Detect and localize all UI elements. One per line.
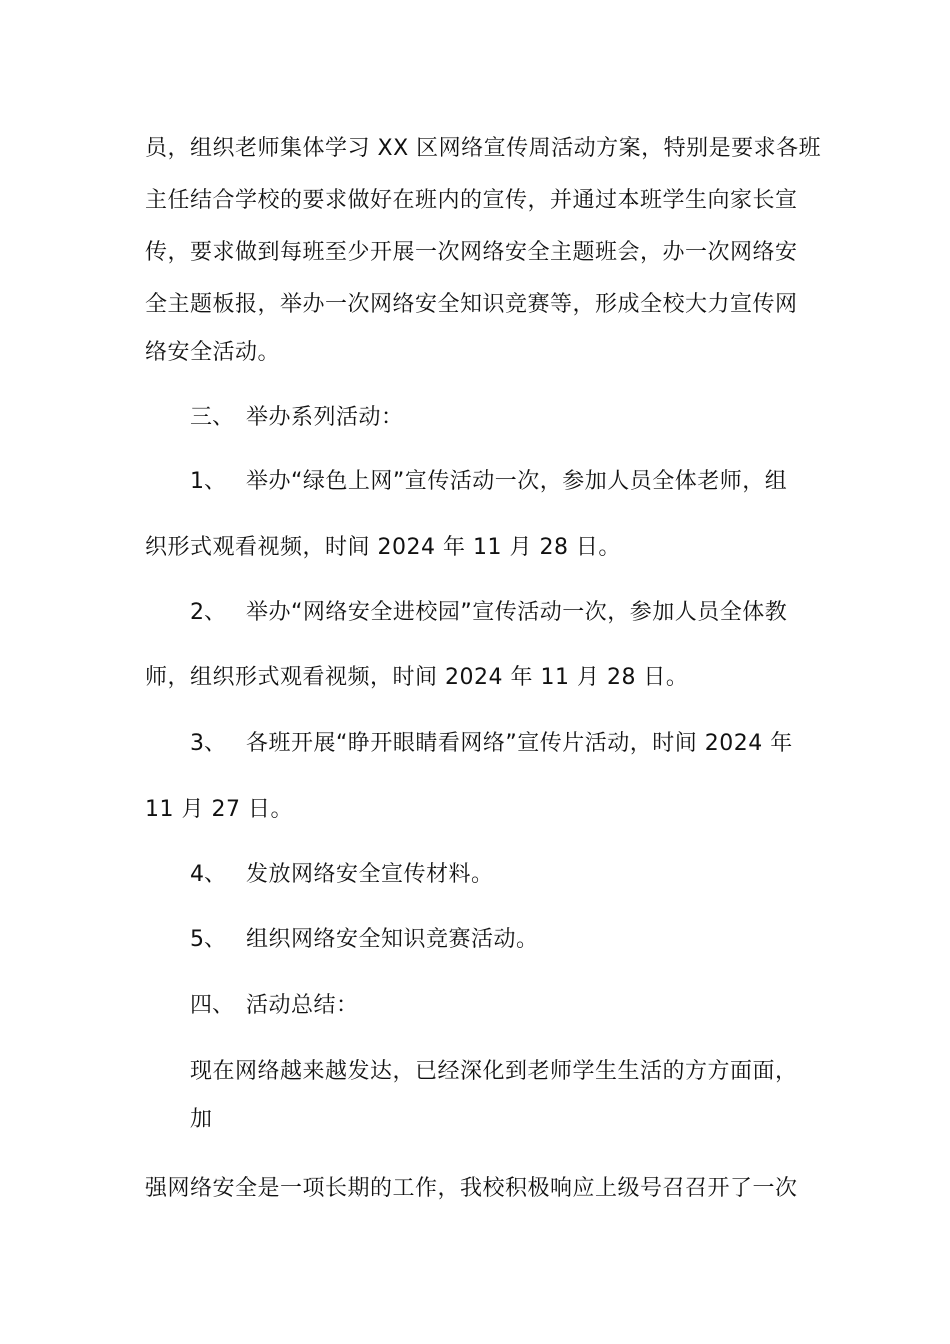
paragraph-line: 络安全活动。 [145,340,281,365]
paragraph-line: 现在网络越来越发达，已经深化到老师学生生活的方方面面， [190,1059,798,1084]
paragraph-line: 主任结合学校的要求做好在班内的宣传，并通过本班学生向家长宣 [145,188,798,213]
list-item-text: 举办“绿色上网”宣传活动一次，参加人员全体老师，组 [246,469,788,494]
list-item-text: 各班开展“睁开眼睛看网络”宣传片活动，时间 2024 年 [246,731,793,756]
list-item-continuation: 织形式观看视频，时间 2024 年 11 月 28 日。 [145,535,621,560]
section-title: 活动总结： [246,993,359,1018]
list-item-text: 组织网络安全知识竞赛活动。 [246,927,539,952]
paragraph-line: 传，要求做到每班至少开展一次网络安全主题班会，办一次网络安 [145,240,798,265]
section-number: 三、 [190,405,235,430]
paragraph-line: 员，组织老师集体学习 XX 区网络宣传周活动方案，特别是要求各班 [145,136,822,161]
paragraph-line: 全主题板报，举办一次网络安全知识竞赛等，形成全校大力宣传网 [145,292,798,317]
list-item-number: 5、 [190,927,226,952]
list-item-number: 2、 [190,600,226,625]
list-item-text: 举办“网络安全进校园”宣传活动一次，参加人员全体教 [246,600,788,625]
list-item-continuation: 师，组织形式观看视频，时间 2024 年 11 月 28 日。 [145,665,689,690]
section-number: 四、 [190,993,235,1018]
list-item-text: 发放网络安全宣传材料。 [246,862,494,887]
section-title: 举办系列活动： [246,405,404,430]
list-item-number: 1、 [190,469,226,494]
list-item-number: 3、 [190,731,226,756]
list-item-continuation: 11 月 27 日。 [145,797,293,822]
list-item-number: 4、 [190,862,226,887]
paragraph-line: 加 [190,1107,213,1132]
paragraph-line: 强网络安全是一项长期的工作，我校积极响应上级号召召开了一次 [145,1176,798,1201]
